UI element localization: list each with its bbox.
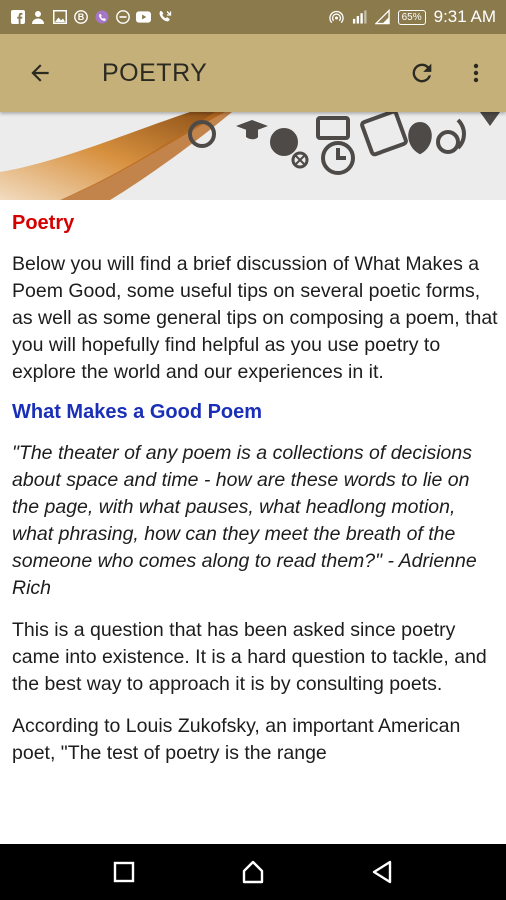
header-banner-image xyxy=(0,112,506,200)
back-nav-button[interactable] xyxy=(359,849,405,895)
body-paragraph: This is a question that has been asked since poetry came into existence. It is a hard question to tackle, and the best way to approach it is by consulting poets. xyxy=(12,619,487,695)
more-vert-icon xyxy=(464,60,488,86)
section-heading-good-poem: What Makes a Good Poem xyxy=(12,401,263,423)
hotspot-icon xyxy=(329,10,344,25)
minus-circle-icon xyxy=(115,10,130,25)
intro-paragraph: Below you will find a brief discussion of What Makes a Poem Good, some useful tips on several poetic forms, as well as some general tips on composing a poem, that you will hopefully find helpful as you use poetry to explore the world and our experiences in it. xyxy=(12,253,498,383)
signal-icon xyxy=(375,10,390,25)
article-content xyxy=(12,206,498,842)
recents-icon xyxy=(113,861,135,883)
quote-paragraph: "The theater of any poem is a collections of decisions about space and time - how are these words to lie on the page, with what pauses, what headlong motion, what phrasing, how can they meet the breath of the someone who comes along to read them?" - Adrienne Rich xyxy=(12,442,477,599)
home-icon xyxy=(240,859,266,885)
arrow-back-icon xyxy=(27,60,53,86)
recents-button[interactable] xyxy=(101,849,147,895)
status-bar xyxy=(0,0,506,34)
notification-icons xyxy=(0,10,172,25)
facebook-icon xyxy=(10,10,25,25)
clock: 9:31 AM xyxy=(433,7,496,26)
contacts-icon xyxy=(31,10,46,25)
system-status xyxy=(329,7,506,27)
back-button[interactable] xyxy=(20,53,60,93)
page-title: POETRY xyxy=(102,58,208,87)
phone-icon xyxy=(157,10,172,25)
navigation-bar xyxy=(0,844,506,900)
overflow-menu-button[interactable] xyxy=(456,53,496,93)
svg-text:B: B xyxy=(77,12,84,23)
b-icon xyxy=(73,10,88,25)
signal-icon xyxy=(352,10,367,25)
back-icon xyxy=(370,859,394,885)
refresh-icon xyxy=(408,59,436,87)
refresh-button[interactable] xyxy=(402,53,442,93)
viber-icon xyxy=(94,10,109,25)
battery-indicator: 65% xyxy=(398,10,426,25)
youtube-icon xyxy=(136,10,151,25)
image-icon xyxy=(52,10,67,25)
app-bar xyxy=(0,34,506,112)
home-button[interactable] xyxy=(230,849,276,895)
section-heading-poetry: Poetry xyxy=(12,212,75,234)
body-paragraph: According to Louis Zukofsky, an important American poet, "The test of poetry is the range xyxy=(12,715,461,764)
